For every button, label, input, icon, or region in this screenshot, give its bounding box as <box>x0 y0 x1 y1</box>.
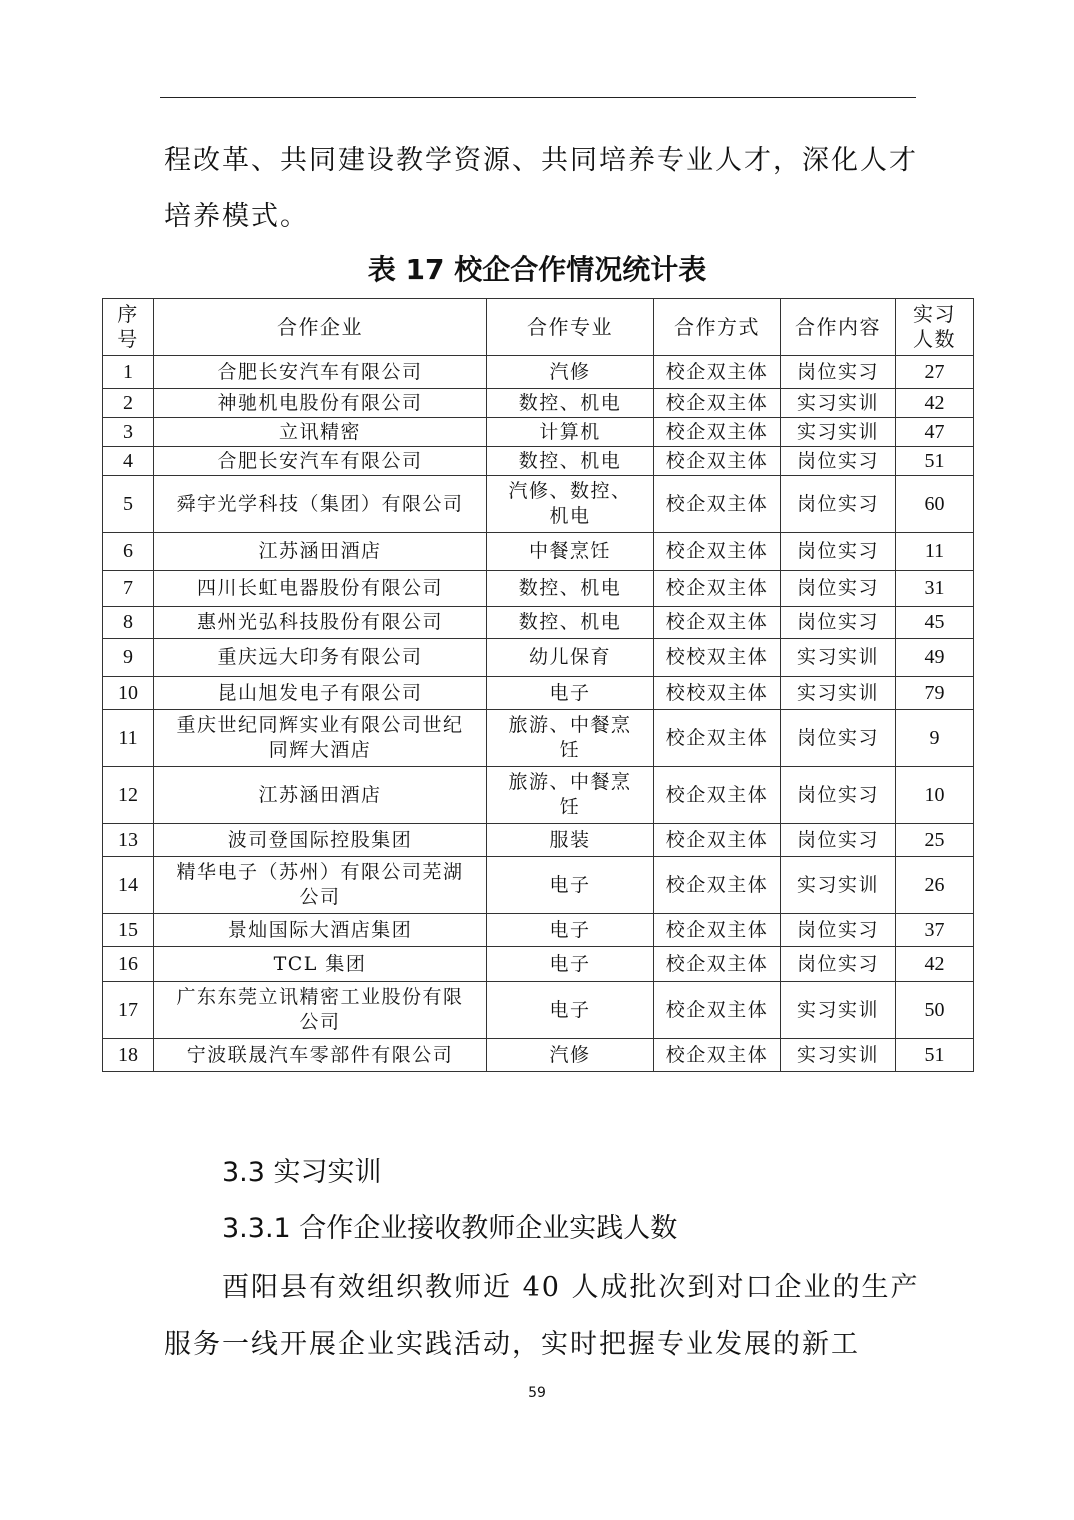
table-row <box>103 914 974 947</box>
table-row <box>103 418 974 447</box>
cell-enterprise <box>154 824 487 857</box>
table-row <box>103 476 974 533</box>
cell-mode: 校企双主体 <box>654 824 781 857</box>
cell-mode: 校企双主体 <box>654 356 781 389</box>
cell-major <box>487 1039 654 1072</box>
cell-enterprise <box>154 677 487 710</box>
cell-mode: 校企双主体 <box>654 710 781 767</box>
cell-enterprise-line: 合肥长安汽车有限公司 <box>217 360 423 383</box>
cell-mode: 校企双主体 <box>654 857 781 914</box>
cell-major <box>487 607 654 639</box>
cell-content: 实习实训 <box>781 982 896 1039</box>
header-content: 合作内容 <box>781 299 896 356</box>
cell-count: 51 <box>896 447 974 476</box>
cell-no: 7 <box>103 571 154 607</box>
cell-enterprise-line: 昆山旭发电子有限公司 <box>217 681 423 704</box>
cell-enterprise <box>154 447 487 476</box>
cell-major-line: 数控、机电 <box>518 577 622 599</box>
cell-enterprise-line: 广东东莞立讯精密工业股份有限 <box>176 986 464 1008</box>
cell-content: 岗位实习 <box>781 914 896 947</box>
cell-no: 17 <box>103 982 154 1039</box>
header-count <box>896 299 974 356</box>
cell-content: 实习实训 <box>781 677 896 710</box>
cell-mode: 校企双主体 <box>654 767 781 824</box>
cell-major-line: 中餐烹饪 <box>528 540 611 562</box>
table-row <box>103 947 974 982</box>
cell-enterprise-line: 精华电子（苏州）有限公司芜湖 <box>176 861 464 883</box>
table-row <box>103 710 974 767</box>
body-text-line: 酉阳县有效组织教师近 40 人成批次到对口企业的生产 <box>222 1272 920 1303</box>
cell-enterprise-line: 宁波联晟汽车零部件有限公司 <box>186 1043 454 1066</box>
table-body <box>103 356 974 1072</box>
section-heading: 3.3 实习实训 <box>222 1157 382 1188</box>
cell-major-line: 计算机 <box>539 420 601 443</box>
cell-major <box>487 947 654 982</box>
cell-major-line: 数控、机电 <box>518 391 622 414</box>
cell-mode: 校企双主体 <box>654 533 781 571</box>
cell-major <box>487 824 654 857</box>
cell-no: 2 <box>103 389 154 418</box>
header-rule <box>160 97 916 98</box>
cell-major-line: 数控、机电 <box>518 611 622 633</box>
cell-no: 10 <box>103 677 154 710</box>
cell-content: 实习实训 <box>781 857 896 914</box>
table-row <box>103 356 974 389</box>
cell-major <box>487 677 654 710</box>
body-text-line: 服务一线开展企业实践活动，实时把握专业发展的新工 <box>164 1329 860 1360</box>
cell-enterprise-line: 立讯精密 <box>278 420 361 443</box>
cell-content: 岗位实习 <box>781 533 896 571</box>
cell-no: 15 <box>103 914 154 947</box>
cell-enterprise-line: 神驰机电股份有限公司 <box>217 391 423 414</box>
cell-content: 实习实训 <box>781 639 896 677</box>
cell-major <box>487 533 654 571</box>
cell-count: 10 <box>896 767 974 824</box>
cell-enterprise-line: 重庆远大印务有限公司 <box>217 646 423 668</box>
cell-major-line: 汽修、数控、 <box>508 480 632 502</box>
cell-count: 31 <box>896 571 974 607</box>
cell-count: 47 <box>896 418 974 447</box>
cell-count: 49 <box>896 639 974 677</box>
cell-enterprise <box>154 389 487 418</box>
table-row <box>103 677 974 710</box>
cell-enterprise <box>154 571 487 607</box>
cell-major <box>487 389 654 418</box>
cell-enterprise-line: 舜宇光学科技（集团）有限公司 <box>176 492 464 515</box>
cell-enterprise-line: TCL 集团 <box>273 952 367 975</box>
cell-content: 岗位实习 <box>781 476 896 533</box>
cell-enterprise <box>154 607 487 639</box>
cell-no: 6 <box>103 533 154 571</box>
cell-content: 岗位实习 <box>781 824 896 857</box>
table-row <box>103 571 974 607</box>
cell-enterprise <box>154 857 487 914</box>
cell-count: 50 <box>896 982 974 1039</box>
table-caption: 表 17 校企合作情况统计表 <box>367 253 707 286</box>
cell-major-line: 机电 <box>549 505 591 527</box>
cell-mode: 校企双主体 <box>654 982 781 1039</box>
cell-major-line: 电子 <box>549 998 591 1021</box>
cell-major-line: 电子 <box>549 952 591 975</box>
cell-enterprise-line: 江苏涵田酒店 <box>258 540 382 562</box>
cell-enterprise-line: 公司 <box>299 1011 341 1033</box>
header-enterprise: 合作企业 <box>154 299 487 356</box>
cell-no: 14 <box>103 857 154 914</box>
cell-count: 25 <box>896 824 974 857</box>
cell-mode: 校企双主体 <box>654 418 781 447</box>
cell-content: 实习实训 <box>781 1039 896 1072</box>
cell-enterprise <box>154 914 487 947</box>
cell-count: 27 <box>896 356 974 389</box>
header-count-line: 人数 <box>913 327 956 351</box>
cell-major <box>487 447 654 476</box>
cell-major-line: 汽修 <box>549 1043 591 1066</box>
cell-mode: 校企双主体 <box>654 389 781 418</box>
table-row <box>103 389 974 418</box>
cell-major-line: 幼儿保育 <box>528 646 611 668</box>
cooperation-table <box>102 298 974 1072</box>
cell-enterprise-line: 合肥长安汽车有限公司 <box>217 449 423 472</box>
cell-major-line: 饪 <box>559 796 581 818</box>
table-row <box>103 982 974 1039</box>
cell-mode: 校企双主体 <box>654 1039 781 1072</box>
cell-content: 岗位实习 <box>781 571 896 607</box>
cell-enterprise-line: 同辉大酒店 <box>268 739 372 761</box>
cell-enterprise <box>154 356 487 389</box>
cell-enterprise <box>154 533 487 571</box>
cell-count: 42 <box>896 389 974 418</box>
cell-major-line: 电子 <box>549 681 591 704</box>
header-no-line: 序 <box>117 302 139 326</box>
header-no <box>103 299 154 356</box>
page-number: 59 <box>528 1385 546 1401</box>
cell-no: 8 <box>103 607 154 639</box>
cell-mode: 校校双主体 <box>654 639 781 677</box>
cell-count: 42 <box>896 947 974 982</box>
cell-count: 9 <box>896 710 974 767</box>
cell-no: 18 <box>103 1039 154 1072</box>
cell-enterprise-line: 惠州光弘科技股份有限公司 <box>196 611 443 633</box>
table-row <box>103 533 974 571</box>
cell-enterprise-line: 公司 <box>299 886 341 908</box>
subsection-heading: 3.3.1 合作企业接收教师企业实践人数 <box>222 1213 678 1244</box>
cell-major-line: 数控、机电 <box>518 449 622 472</box>
cell-major-line: 服装 <box>549 828 591 851</box>
cell-count: 26 <box>896 857 974 914</box>
cell-content: 实习实训 <box>781 418 896 447</box>
cell-mode: 校企双主体 <box>654 476 781 533</box>
table-row <box>103 1039 974 1072</box>
cell-content: 岗位实习 <box>781 356 896 389</box>
cell-enterprise <box>154 982 487 1039</box>
cell-count: 37 <box>896 914 974 947</box>
cell-major-line: 旅游、中餐烹 <box>508 714 632 736</box>
cell-major <box>487 571 654 607</box>
cell-count: 79 <box>896 677 974 710</box>
table-row <box>103 639 974 677</box>
cell-major <box>487 914 654 947</box>
cell-content: 岗位实习 <box>781 767 896 824</box>
table-row <box>103 767 974 824</box>
table-row <box>103 824 974 857</box>
cell-no: 16 <box>103 947 154 982</box>
cell-major-line: 电子 <box>549 918 591 941</box>
cell-enterprise-line: 景灿国际大酒店集团 <box>227 918 413 941</box>
cell-content: 岗位实习 <box>781 607 896 639</box>
cell-enterprise <box>154 767 487 824</box>
cell-major <box>487 356 654 389</box>
header-major: 合作专业 <box>487 299 654 356</box>
cell-no: 13 <box>103 824 154 857</box>
cell-major <box>487 639 654 677</box>
cell-enterprise <box>154 418 487 447</box>
cell-major-line: 饪 <box>559 739 581 761</box>
table-row <box>103 607 974 639</box>
cell-major-line: 汽修 <box>549 360 591 383</box>
header-count-line: 实习 <box>913 302 956 326</box>
cell-no: 3 <box>103 418 154 447</box>
cell-no: 4 <box>103 447 154 476</box>
cell-no: 5 <box>103 476 154 533</box>
table-row <box>103 857 974 914</box>
table-row <box>103 447 974 476</box>
cell-enterprise-line: 四川长虹电器股份有限公司 <box>196 577 443 599</box>
table-header-row <box>103 299 974 356</box>
cell-major <box>487 476 654 533</box>
cell-major <box>487 982 654 1039</box>
cell-count: 51 <box>896 1039 974 1072</box>
cell-count: 45 <box>896 607 974 639</box>
cell-major <box>487 710 654 767</box>
cell-mode: 校校双主体 <box>654 677 781 710</box>
cell-enterprise-line: 江苏涵田酒店 <box>258 783 382 806</box>
cell-no: 9 <box>103 639 154 677</box>
cell-no: 12 <box>103 767 154 824</box>
cell-content: 岗位实习 <box>781 947 896 982</box>
header-mode: 合作方式 <box>654 299 781 356</box>
cell-no: 11 <box>103 710 154 767</box>
body-text-line: 程改革、共同建设教学资源、共同培养专业人才，深化人才 <box>164 145 918 176</box>
header-no-line: 号 <box>117 327 139 351</box>
cell-enterprise-line: 重庆世纪同辉实业有限公司世纪 <box>176 714 464 736</box>
cell-enterprise <box>154 639 487 677</box>
cell-content: 岗位实习 <box>781 447 896 476</box>
cell-mode: 校企双主体 <box>654 571 781 607</box>
cell-enterprise <box>154 947 487 982</box>
cell-major <box>487 418 654 447</box>
cell-no: 1 <box>103 356 154 389</box>
cell-mode: 校企双主体 <box>654 947 781 982</box>
cell-content: 岗位实习 <box>781 710 896 767</box>
cell-content: 实习实训 <box>781 389 896 418</box>
cell-enterprise <box>154 476 487 533</box>
cell-count: 11 <box>896 533 974 571</box>
cell-major-line: 电子 <box>549 873 591 896</box>
cell-mode: 校企双主体 <box>654 914 781 947</box>
cell-major-line: 旅游、中餐烹 <box>508 771 632 793</box>
cell-enterprise-line: 波司登国际控股集团 <box>227 828 413 851</box>
cell-enterprise <box>154 710 487 767</box>
cell-count: 60 <box>896 476 974 533</box>
cell-enterprise <box>154 1039 487 1072</box>
cell-major <box>487 767 654 824</box>
cell-major <box>487 857 654 914</box>
body-text-line: 培养模式。 <box>164 201 309 232</box>
cell-mode: 校企双主体 <box>654 447 781 476</box>
cell-mode: 校企双主体 <box>654 607 781 639</box>
